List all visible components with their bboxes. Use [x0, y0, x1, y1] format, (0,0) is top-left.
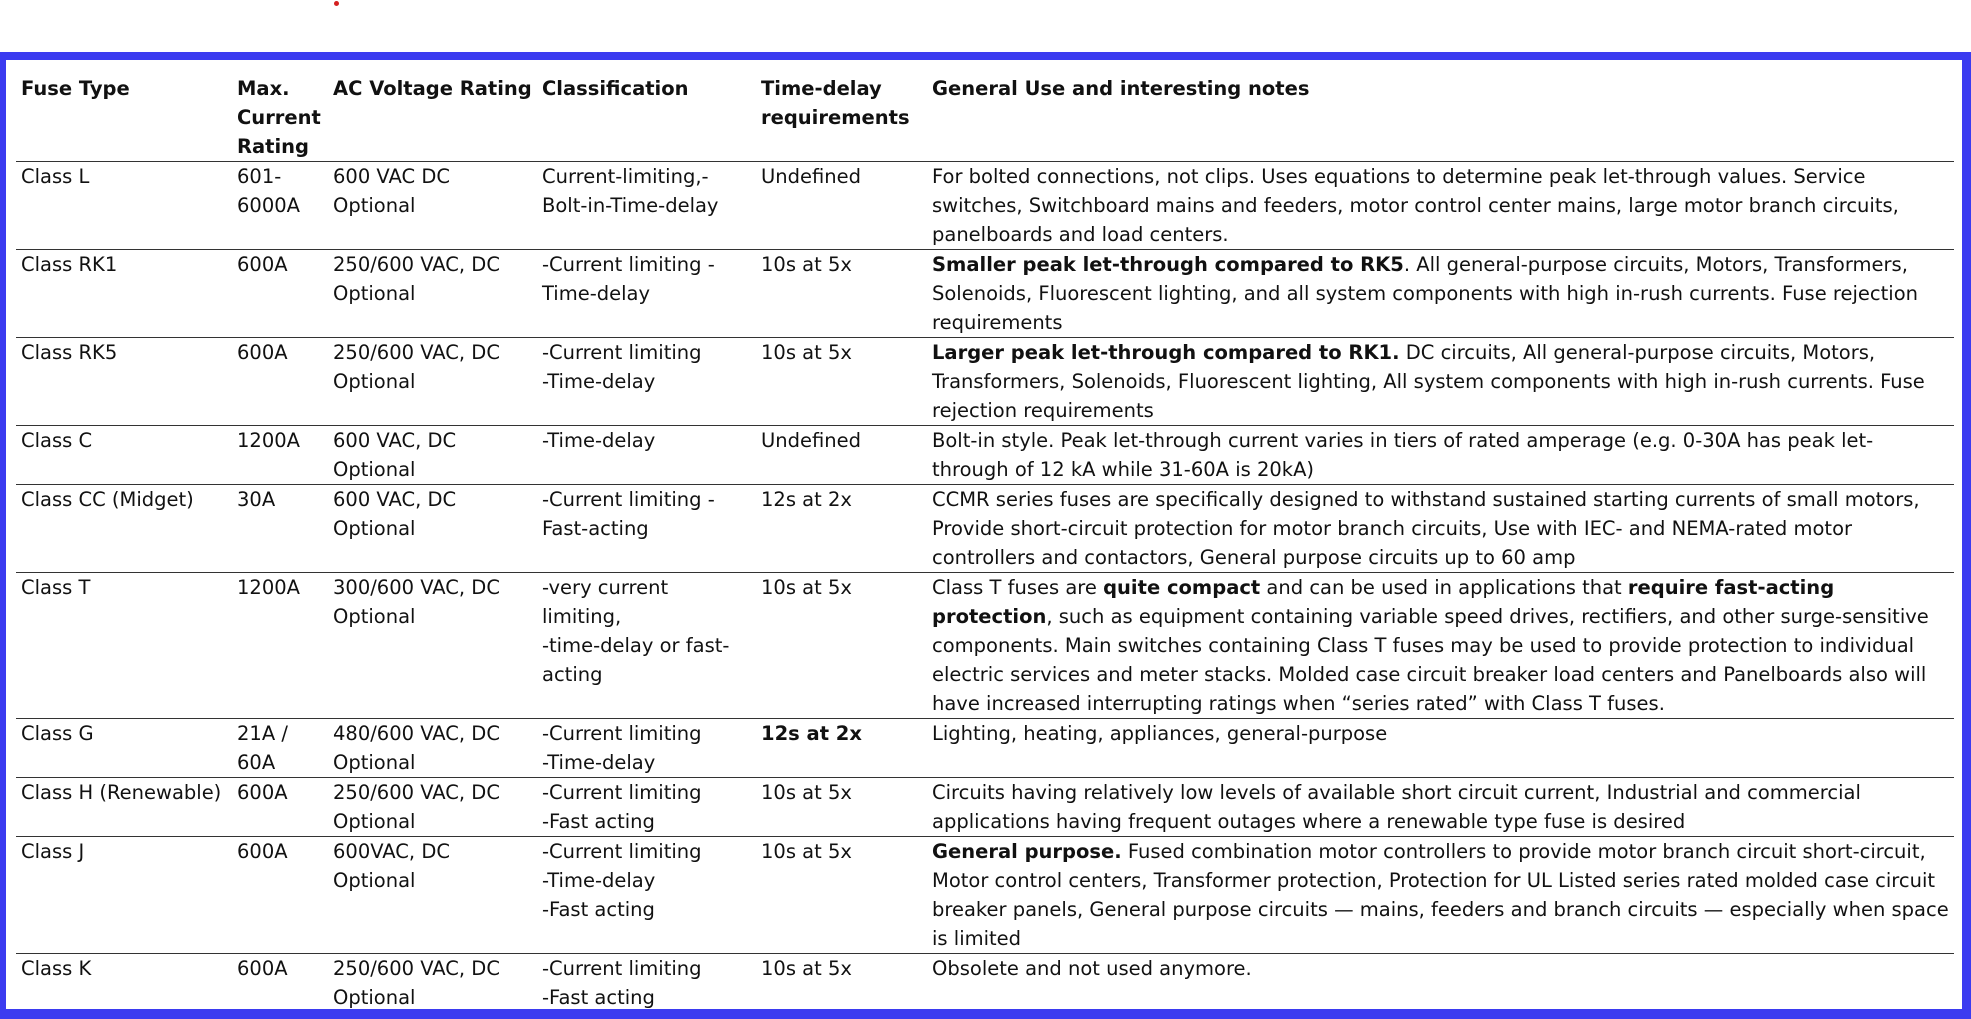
- header-general-use: General Use and interesting notes: [932, 77, 1310, 100]
- cell-max-current: 21A / 60A: [237, 722, 288, 774]
- table-row: [16, 338, 1954, 426]
- cell-time-delay: 10s at 5x: [761, 576, 852, 599]
- cell-max-current: 30A: [237, 488, 276, 511]
- cell-general-use: [927, 426, 1954, 485]
- table-row: [16, 426, 1954, 485]
- cell-ac-voltage: 600 VAC, DC Optional: [333, 429, 457, 481]
- cell-time-delay: 12s at 2x: [761, 722, 862, 745]
- cell-time-delay: 10s at 5x: [761, 957, 852, 980]
- header-fuse-type: Fuse Type: [21, 77, 130, 100]
- cell-classification: -Current limiting -Time-delay -Fast acting: [542, 840, 702, 921]
- table-frame: [0, 52, 1971, 1019]
- cell-ac-voltage: 600VAC, DC Optional: [333, 840, 450, 892]
- cell-classification: Current-limiting,-Bolt-in-Time-delay: [542, 165, 719, 217]
- table-row: [16, 250, 1954, 338]
- cell-ac-voltage: 300/600 VAC, DC Optional: [333, 576, 500, 628]
- header-classification: Classification: [542, 77, 689, 100]
- cell-classification: -very current limiting, -time-delay or fast-acting: [542, 576, 730, 686]
- cell-fuse-type: Class RK1: [21, 253, 118, 276]
- note-text: Fused combination motor controllers to provide motor branch circuit short-circuit, Motor control centers, Transformer protection, Protection for UL Listed series rated molded case circuit breaker panels, General purpose circuits — mains, feeders and branch circuits — especially when space is limited: [932, 840, 1949, 950]
- header-max-current: Max. Current Rating: [237, 77, 321, 158]
- cell-fuse-type: Class G: [21, 722, 94, 745]
- note-text: . All general-purpose circuits, Motors, Transformers, Solenoids, Fluorescent lighting, and all system components with high in-rush currents. Fuse rejection requirements: [932, 253, 1918, 334]
- cell-general-use: [927, 954, 1954, 1010]
- table-row: [16, 778, 1954, 837]
- table-body: [16, 162, 1954, 1010]
- note-text: For bolted connections, not clips. Uses equations to determine peak let-through values. Service switches, Switchboard mains and feeders, motor control center mains, large motor branch circuits, panelboards and load centers.: [932, 165, 1899, 246]
- cell-fuse-type: Class C: [21, 429, 93, 452]
- cell-classification: -Current limiting -Fast acting: [542, 781, 702, 833]
- note-text: DC circuits, All general-purpose circuits, Motors, Transformers, Solenoids, Fluorescent lighting, All system components with high in-rush currents. Fuse rejection requirements: [932, 341, 1925, 422]
- cell-classification: -Current limiting -Fast acting: [542, 957, 702, 1009]
- note-bold-text: require fast-acting protection: [932, 576, 1835, 628]
- cell-ac-voltage: 250/600 VAC, DC Optional: [333, 253, 500, 305]
- cell-ac-voltage: 250/600 VAC, DC Optional: [333, 341, 500, 393]
- cell-fuse-type: Class CC (Midget): [21, 488, 194, 511]
- note-text: Obsolete and not used anymore.: [932, 957, 1252, 980]
- cell-max-current: 600A: [237, 341, 288, 364]
- cell-classification: -Current limiting -Fast-acting: [542, 488, 715, 540]
- cell-time-delay: 10s at 5x: [761, 840, 852, 863]
- cell-ac-voltage: 600 VAC DC Optional: [333, 165, 450, 217]
- cell-time-delay: Undefined: [761, 165, 862, 188]
- note-text: CCMR series fuses are specifically designed to withstand sustained starting currents of small motors, Provide short-circuit protection for motor branch circuits, Use with IEC- and NEMA-rated motor controllers and contactors, General purpose circuits up to 60 amp: [932, 488, 1920, 569]
- note-text: Class T fuses are: [932, 576, 1104, 599]
- note-text: Circuits having relatively low levels of available short circuit current, Industrial and commercial applications having frequent outages where a renewable type fuse is desired: [932, 781, 1861, 833]
- table-panel: [6, 60, 1962, 1009]
- cell-max-current: 600A: [237, 253, 288, 276]
- cell-time-delay: 10s at 5x: [761, 781, 852, 804]
- note-bold-text: General purpose.: [932, 840, 1122, 863]
- cell-max-current: 1200A: [237, 429, 300, 452]
- cell-ac-voltage: 250/600 VAC, DC Optional: [333, 781, 500, 833]
- cell-general-use: [927, 719, 1954, 778]
- cell-general-use: [927, 573, 1954, 719]
- cell-time-delay: 10s at 5x: [761, 253, 852, 276]
- table-row: [16, 837, 1954, 954]
- cell-classification: -Current limiting -Time-delay: [542, 341, 702, 393]
- cell-fuse-type: Class H (Renewable): [21, 781, 222, 804]
- cell-ac-voltage: 250/600 VAC, DC Optional: [333, 957, 500, 1009]
- header-row: [16, 74, 1954, 162]
- cell-fuse-type: Class K: [21, 957, 92, 980]
- note-text: and can be used in applications that: [1260, 576, 1628, 599]
- fuse-table: [16, 74, 1954, 1009]
- cell-fuse-type: Class L: [21, 165, 90, 188]
- cell-max-current: 600A: [237, 957, 288, 980]
- cell-fuse-type: Class J: [21, 840, 85, 863]
- cell-general-use: [927, 338, 1954, 426]
- cell-time-delay: 10s at 5x: [761, 341, 852, 364]
- header-time-delay: Time-delay requirements: [761, 77, 910, 129]
- cell-general-use: [927, 778, 1954, 837]
- cell-classification: -Current limiting -Time-delay: [542, 722, 702, 774]
- note-bold-text: Smaller peak let-through compared to RK5: [932, 253, 1404, 276]
- cell-classification: -Time-delay: [542, 429, 656, 452]
- cell-ac-voltage: 600 VAC, DC Optional: [333, 488, 457, 540]
- table-row: [16, 573, 1954, 719]
- cell-max-current: 1200A: [237, 576, 300, 599]
- cell-general-use: [927, 162, 1954, 250]
- note-text: Lighting, heating, appliances, general-purpose: [932, 722, 1388, 745]
- note-bold-text: Larger peak let-through compared to RK1.: [932, 341, 1400, 364]
- note-text: Bolt-in style. Peak let-through current varies in tiers of rated amperage (e.g. 0-30A has peak let-through of 12 kA while 31-60A is 20kA): [932, 429, 1874, 481]
- cell-fuse-type: Class T: [21, 576, 91, 599]
- cell-time-delay: 12s at 2x: [761, 488, 852, 511]
- table-row: [16, 719, 1954, 778]
- cell-ac-voltage: 480/600 VAC, DC Optional: [333, 722, 500, 774]
- table-row: [16, 954, 1954, 1010]
- cell-classification: -Current limiting -Time-delay: [542, 253, 715, 305]
- table-row: [16, 162, 1954, 250]
- table-row: [16, 485, 1954, 573]
- cell-time-delay: Undefined: [761, 429, 862, 452]
- note-bold-text: quite compact: [1103, 576, 1261, 599]
- cell-general-use: [927, 250, 1954, 338]
- cell-max-current: 600A: [237, 781, 288, 804]
- cell-general-use: [927, 485, 1954, 573]
- cell-max-current: 601- 6000A: [237, 165, 300, 217]
- note-text: , such as equipment containing variable speed drives, rectifiers, and other surge-sensitive components. Main switches containing Class T fuses may be used to provide protection to individual electric services and meter stacks. Molded case circuit breaker load centers and Panelboards also will have increased interrupting ratings when “series rated” with Class T fuses.: [932, 605, 1929, 715]
- red-dot-marker: [334, 1, 339, 6]
- cell-general-use: [927, 837, 1954, 954]
- cell-fuse-type: Class RK5: [21, 341, 118, 364]
- header-ac-voltage: AC Voltage Rating: [333, 77, 532, 100]
- cell-max-current: 600A: [237, 840, 288, 863]
